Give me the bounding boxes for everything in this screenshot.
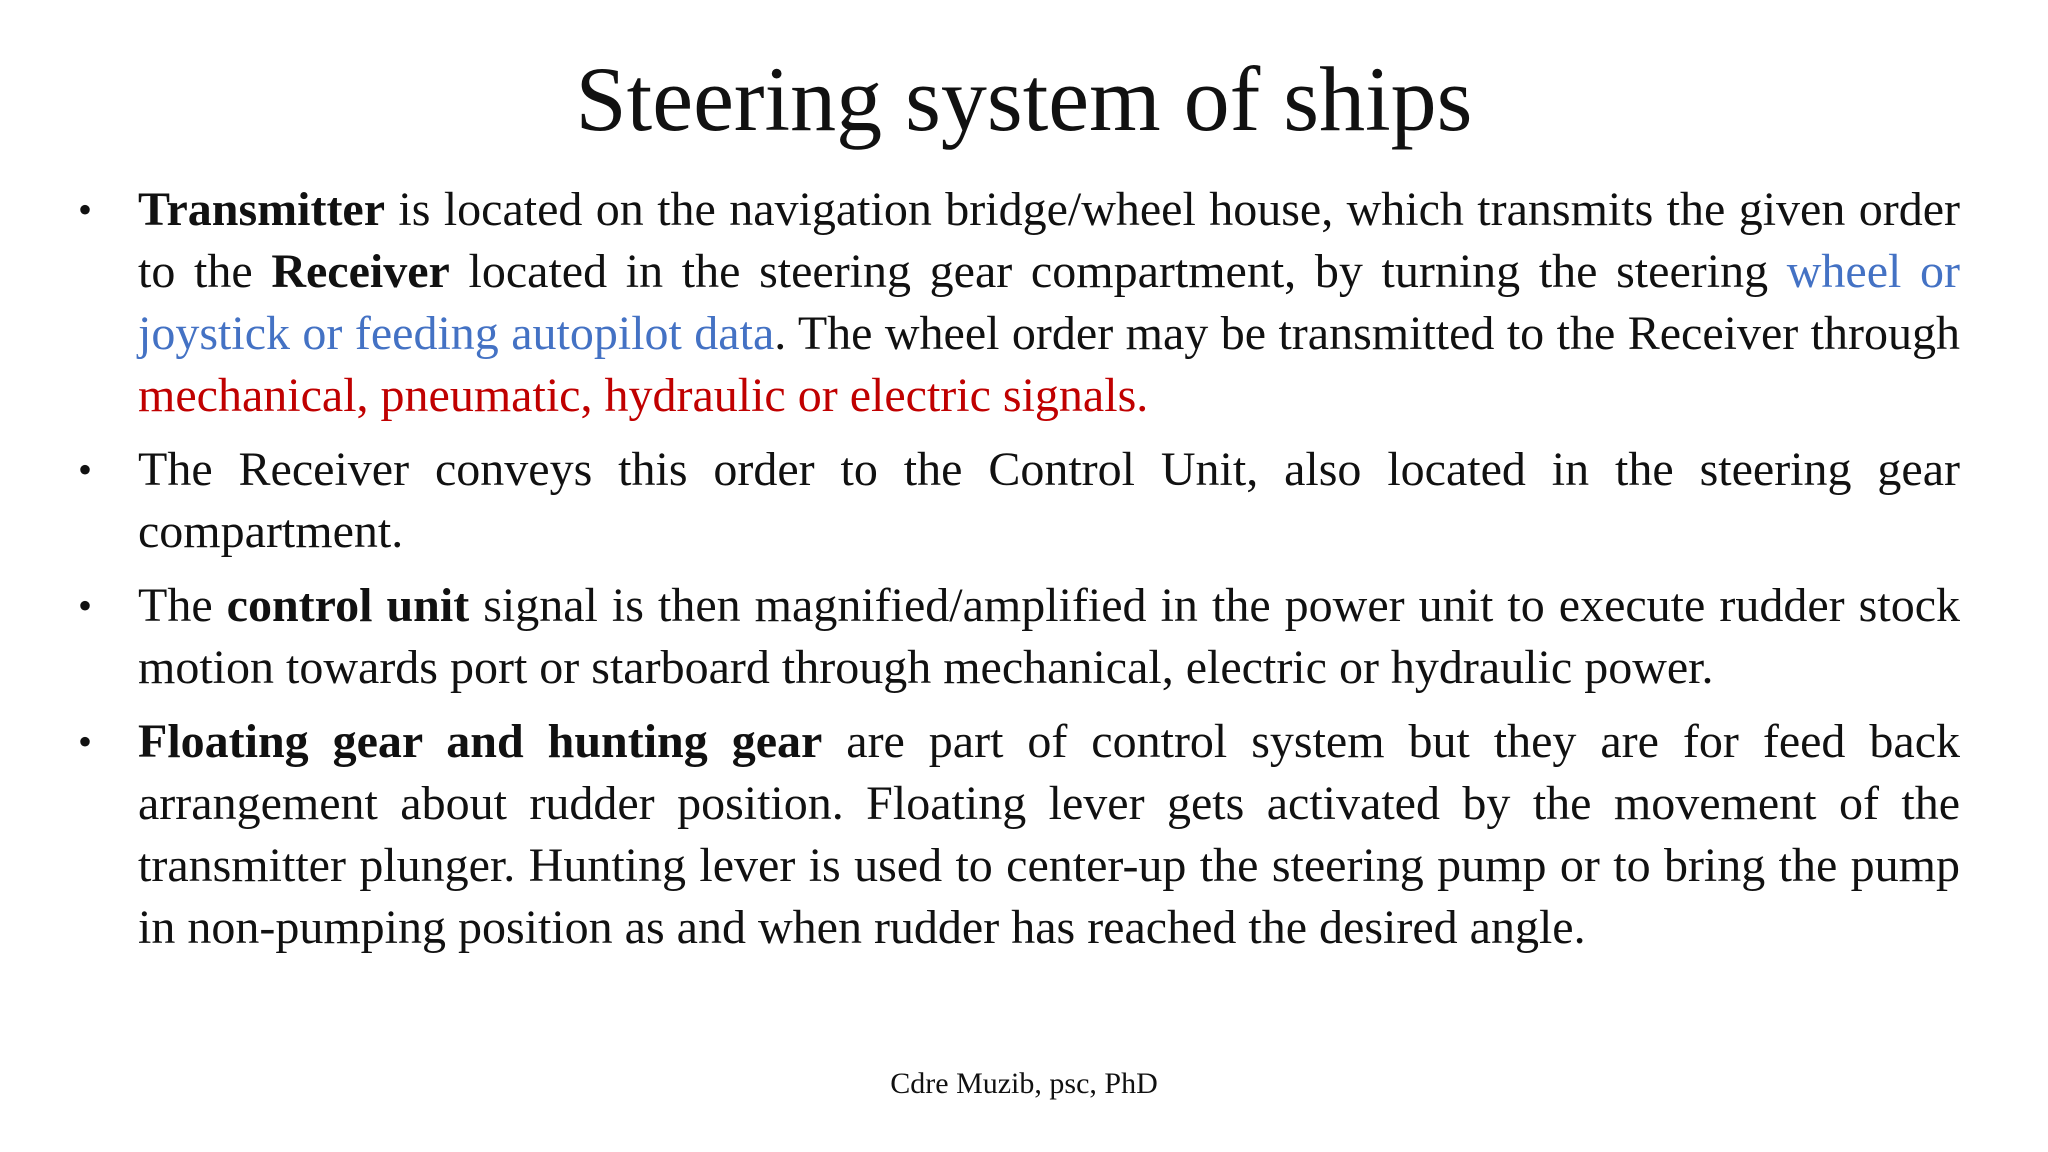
- term-receiver: Receiver: [271, 245, 450, 298]
- bullet-text: signal is then magnified/amplified in the power unit to execute rudder stock motion towards port or starboard through mechanical, electric or hydraulic power.: [138, 579, 1960, 694]
- bullet-item-floating-gear: [78, 711, 1960, 959]
- bullet-list: [78, 179, 1961, 971]
- term-control-unit: control unit: [226, 579, 470, 632]
- slide-title: Steering system of ships: [575, 48, 1473, 150]
- bullet-text: The Receiver conveys this order to the Control Unit, also located in the steering gear compartment.: [138, 443, 1960, 558]
- bullet-marker: •: [78, 719, 93, 764]
- bullet-item-control-unit: [78, 575, 1960, 699]
- bullet-marker: •: [78, 447, 93, 492]
- bullet-text: . The wheel order may be transmitted to the Receiver through: [774, 307, 1961, 360]
- bullet-marker: •: [78, 187, 93, 232]
- bullet-marker: •: [78, 583, 93, 628]
- bullet-text: located in the steering gear compartment, by turning the steering: [449, 245, 1787, 298]
- bullet-text: are part of control system but they are for feed back arrangement about rudder position. Floating lever gets activated by the movement of the transmitter plunger. Hunting lever is used to center-up the steering pump or to bring the pump in non-pumping position as and when rudder has reached the desired angle.: [138, 715, 1960, 954]
- term-floating-hunting-gear: Floating gear and hunting gear: [138, 715, 823, 768]
- highlight-signal-types: mechanical, pneumatic, hydraulic or electric signals.: [138, 369, 1149, 422]
- highlight-input-methods: wheel or joystick or feeding autopilot data: [138, 245, 1960, 360]
- bullet-item-receiver: [78, 439, 1960, 563]
- bullet-item-transmitter: [78, 179, 1961, 427]
- term-transmitter: Transmitter: [138, 183, 386, 236]
- bullet-text: is located on the navigation bridge/wheel house, which transmits the given order to the: [138, 183, 1960, 298]
- bullet-text: The: [138, 579, 227, 632]
- slide-footer: Cdre Muzib, psc, PhD: [890, 1067, 1158, 1100]
